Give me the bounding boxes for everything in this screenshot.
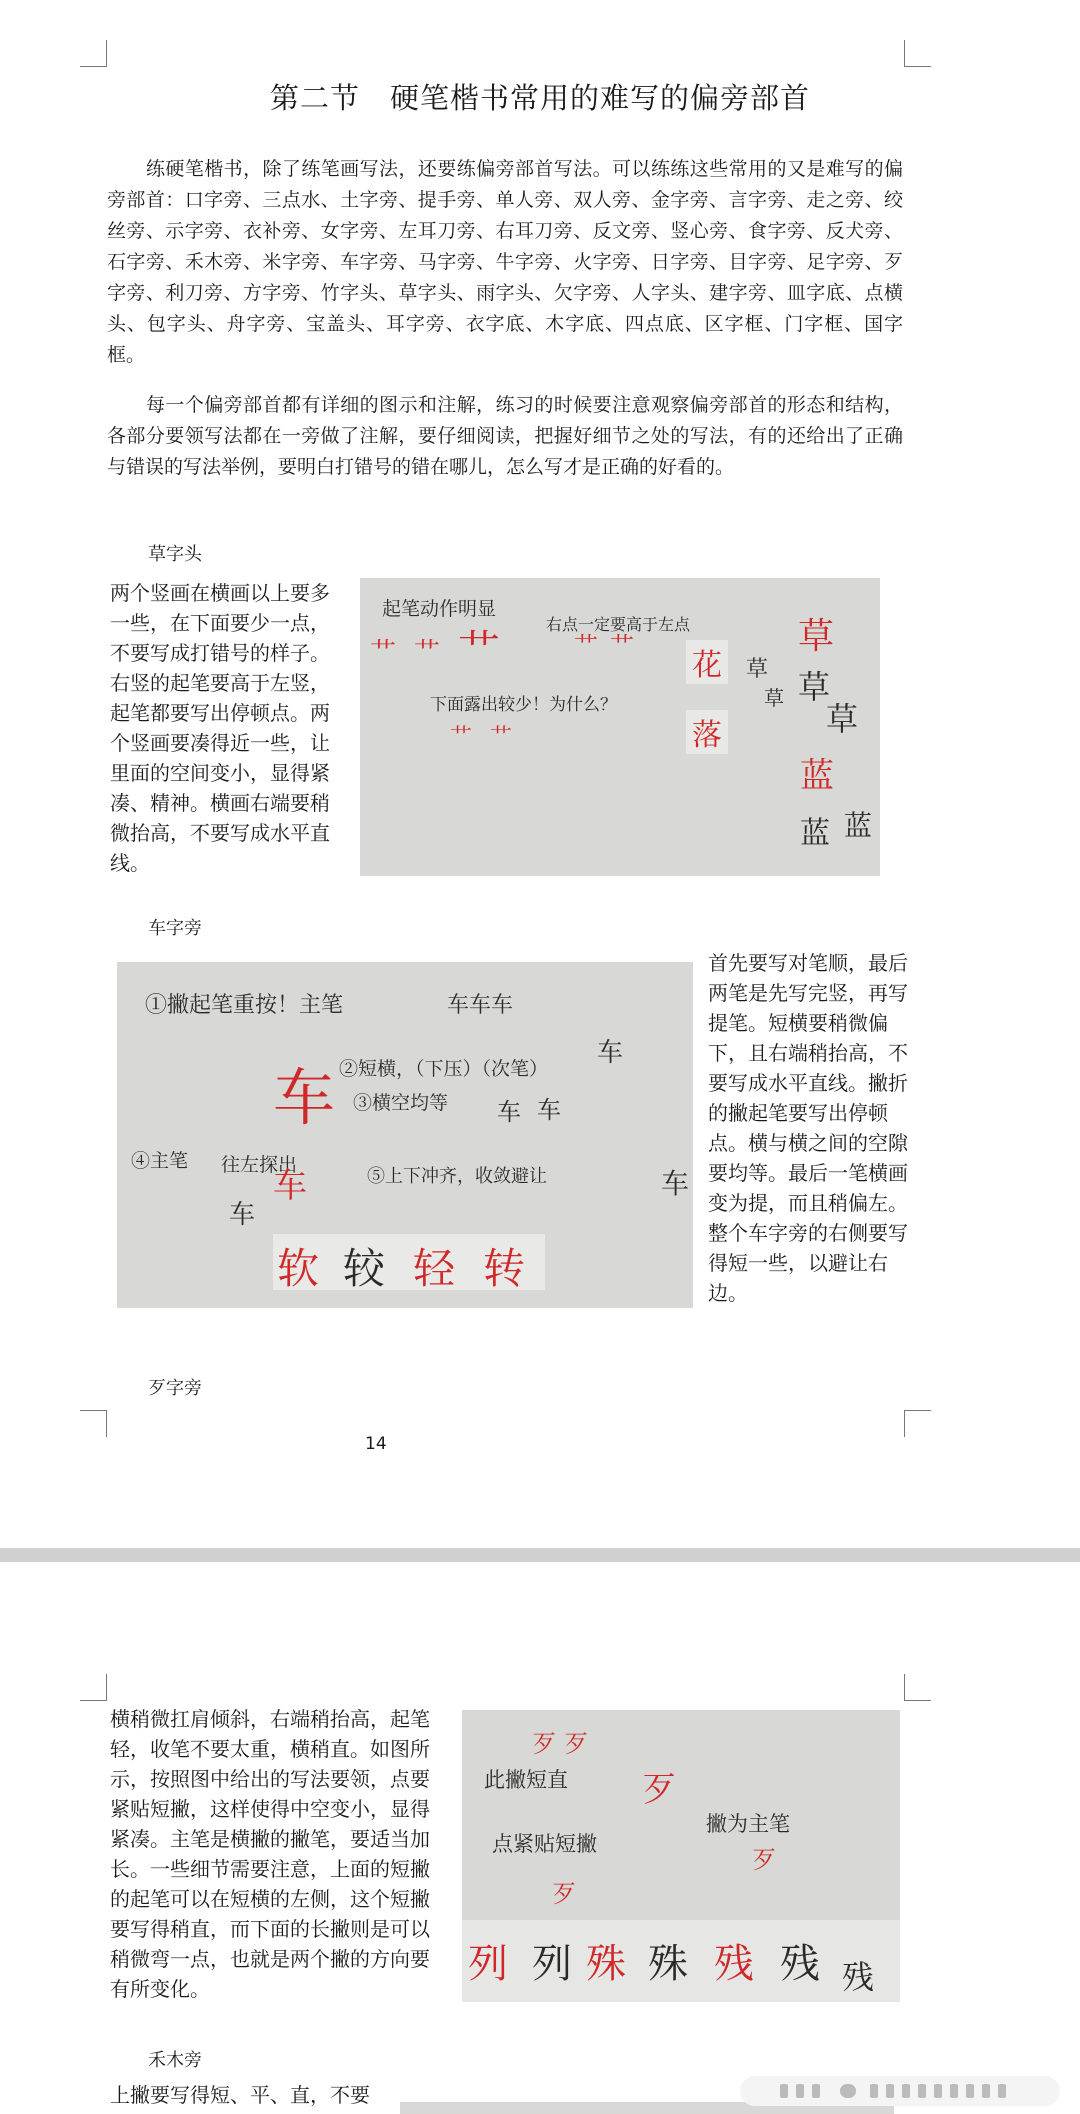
example-char-hua: 花 xyxy=(686,640,728,684)
che-char: 车 xyxy=(661,1167,690,1200)
example-char-can: 残 xyxy=(780,1941,820,1987)
cao-description: 两个竖画在横画以上要多一些，在下面要少一点，不要写成打错号的样子。右竖的起笔要高于左竖，起笔都要写出停顿点。两个竖画要凑得近一些，让里面的空间变小，显得紧凑、精神。横画右端要稍微抬高，不要写成水平直线。 xyxy=(110,581,330,875)
crop-mark xyxy=(80,1410,107,1437)
subsection-title-he: 禾木旁 xyxy=(148,2050,202,2071)
cao-sample: 艹 xyxy=(458,626,501,675)
example-char-luo: 落 xyxy=(686,710,728,754)
example-char-zhuan: 转 xyxy=(483,1244,526,1293)
crop-mark xyxy=(904,1410,931,1437)
subsection-title-dai: 歹字旁 xyxy=(148,1378,202,1399)
photo-note: 往左探出 xyxy=(221,1154,298,1176)
photo-note: ③横空均等 xyxy=(353,1092,449,1114)
page-separator xyxy=(0,1548,1080,1562)
signal-icon xyxy=(780,2084,788,2098)
example-char-can: 残 xyxy=(714,1941,754,1987)
photo-note: 起笔动作明显 xyxy=(382,598,497,620)
signal-icon xyxy=(886,2084,894,2098)
example-char: 蓝 xyxy=(844,809,873,842)
cao-sample: 艹 xyxy=(490,725,513,750)
dai-sample: 歹歹 xyxy=(532,1730,596,1758)
photo-note: 下面露出较少！为什么？ xyxy=(430,695,617,715)
cao-sample: 艹 xyxy=(370,638,397,668)
he-description: 上撇要写得短、平、直，不要 xyxy=(110,2083,370,2107)
che-char: 车 xyxy=(497,1098,521,1126)
signal-icon xyxy=(934,2084,942,2098)
che-char: 车 xyxy=(537,1096,561,1124)
example-char: 蓝 xyxy=(800,816,830,851)
signal-icon xyxy=(796,2084,804,2098)
example-char-qing: 轻 xyxy=(413,1244,456,1293)
signal-icon xyxy=(966,2084,974,2098)
che-example-photo xyxy=(117,962,693,1308)
crop-mark xyxy=(80,1674,107,1701)
example-char-lie: 列 xyxy=(468,1941,508,1987)
photo-note: ②短横，（下压）（次笔） xyxy=(339,1058,549,1080)
cao-sample: 艹 xyxy=(414,638,441,668)
example-char-ruan: 软 xyxy=(277,1244,320,1293)
example-char: 草 xyxy=(764,686,784,710)
example-char-cao: 草 xyxy=(798,616,835,657)
photo-note: 此撇短直 xyxy=(484,1768,568,1792)
che-char: 车 xyxy=(229,1200,256,1230)
example-char-lie: 列 xyxy=(532,1941,572,1987)
crop-mark xyxy=(904,40,931,67)
dai-sample: 歹 xyxy=(552,1880,576,1908)
cao-sample: 艹 xyxy=(574,632,598,660)
photo-note: ①撇起笔重按！主笔 xyxy=(145,993,344,1018)
dai-sample: 歹 xyxy=(752,1846,776,1874)
photo-note: 撇为主笔 xyxy=(706,1812,790,1836)
signal-icon xyxy=(918,2084,926,2098)
dai-example-photo xyxy=(462,1710,900,2002)
dai-description: 横稍微扛肩倾斜，右端稍抬高，起笔轻，收笔不要太重，横稍直。如图所示，按照图中给出的写法要领，点要紧贴短撇，这样使得中空变小，显得紧凑。主笔是横撇的撇笔，要适当加长。一些细节需要注意，上面的短撇的起笔可以在短横的左侧，这个短撇要写得稍直，而下面的长撇则是可以稍微弯一点，也就是两个撇的方向要有所变化。 xyxy=(110,1707,430,2001)
example-char-shu: 殊 xyxy=(648,1941,688,1987)
cao-sample: 艹 xyxy=(450,725,473,750)
photo-note: 右点一定要高于左点 xyxy=(546,615,691,634)
signal-icon xyxy=(870,2084,878,2098)
example-char-jiao: 较 xyxy=(343,1244,386,1293)
photo-note: 车车车 xyxy=(447,993,514,1018)
intro-paragraph: 练硬笔楷书，除了练笔画写法，还要练偏旁部首写法。可以练练这些常用的又是难写的偏旁部首：口字旁、三点水、土字旁、提手旁、单人旁、双人旁、金字旁、言字旁、走之旁、绞丝旁、示字旁、衣补旁、女字旁、左耳刀旁、右耳刀旁、反文旁、竖心旁、食字旁、反犬旁、石字旁、禾木旁、米字旁、车字旁、马字旁、牛字旁、火字旁、日字旁、目字旁、足字旁、歹字旁、利刀旁、方字旁、竹字头、草字头、雨字头、欠字旁、人字头、建字旁、皿字底、点横头、包字头、舟字旁、宝盖头、耳字旁、衣字底、木字底、四点底、区字框、门字框、国字框。 xyxy=(107,158,903,366)
example-char: 草 xyxy=(826,700,859,738)
photo-note: 点紧贴短撇 xyxy=(492,1832,597,1856)
document-page-2 xyxy=(0,1562,1080,2114)
che-char: 车 xyxy=(273,1166,307,1206)
che-char: 车 xyxy=(597,1038,624,1068)
cao-sample: 艹 xyxy=(610,632,634,660)
crop-mark xyxy=(80,40,107,67)
crop-mark xyxy=(904,1674,931,1701)
dai-main-char: 歹 xyxy=(642,1770,676,1810)
signal-icon xyxy=(950,2084,958,2098)
signal-icon xyxy=(902,2084,910,2098)
example-char: 草 xyxy=(746,657,769,682)
example-char-lan: 蓝 xyxy=(800,756,834,796)
che-main-char: 车 xyxy=(273,1061,336,1134)
signal-icon xyxy=(998,2084,1006,2098)
subsection-title-che: 车字旁 xyxy=(148,918,202,939)
cao-example-photo xyxy=(360,578,880,876)
signal-icon xyxy=(812,2084,820,2098)
subsection-title-cao: 草字头 xyxy=(148,544,202,565)
photo-note: ⑤上下冲齐，收敛避让 xyxy=(367,1166,547,1187)
photo-note: ④主笔 xyxy=(131,1150,189,1172)
example-char-can: 残 xyxy=(842,1958,875,1996)
signal-icon xyxy=(840,2084,856,2098)
example-char-shu: 殊 xyxy=(586,1941,626,1987)
signal-icon xyxy=(982,2084,990,2098)
intro-paragraph-2: 每一个偏旁部首都有详细的图示和注解，练习的时候要注意观察偏旁部首的形态和结构，各部分要领写法都在一旁做了注解，要仔细阅读，把握好细节之处的写法，有的还给出了正确与错误的写法举例，要明白打错号的错在哪儿，怎么写才是正确的好看的。 xyxy=(107,394,903,478)
example-char: 草 xyxy=(798,668,831,706)
page-number: 14 xyxy=(365,1434,387,1454)
che-description: 首先要写对笔顺，最后两笔是先写完竖，再写提笔。短横要稍微偏下，且右端稍抬高，不要写成水平直线。撇折的撇起笔要写出停顿点。横与横之间的空隙要均等。最后一笔横画变为提，而且稍偏左。整个车字旁的右侧要写得短一些，以避让右边。 xyxy=(708,951,908,1305)
signal-indicator-bar xyxy=(740,2076,1060,2106)
section-title: 第二节 硬笔楷书常用的难写的偏旁部首 xyxy=(269,81,810,115)
